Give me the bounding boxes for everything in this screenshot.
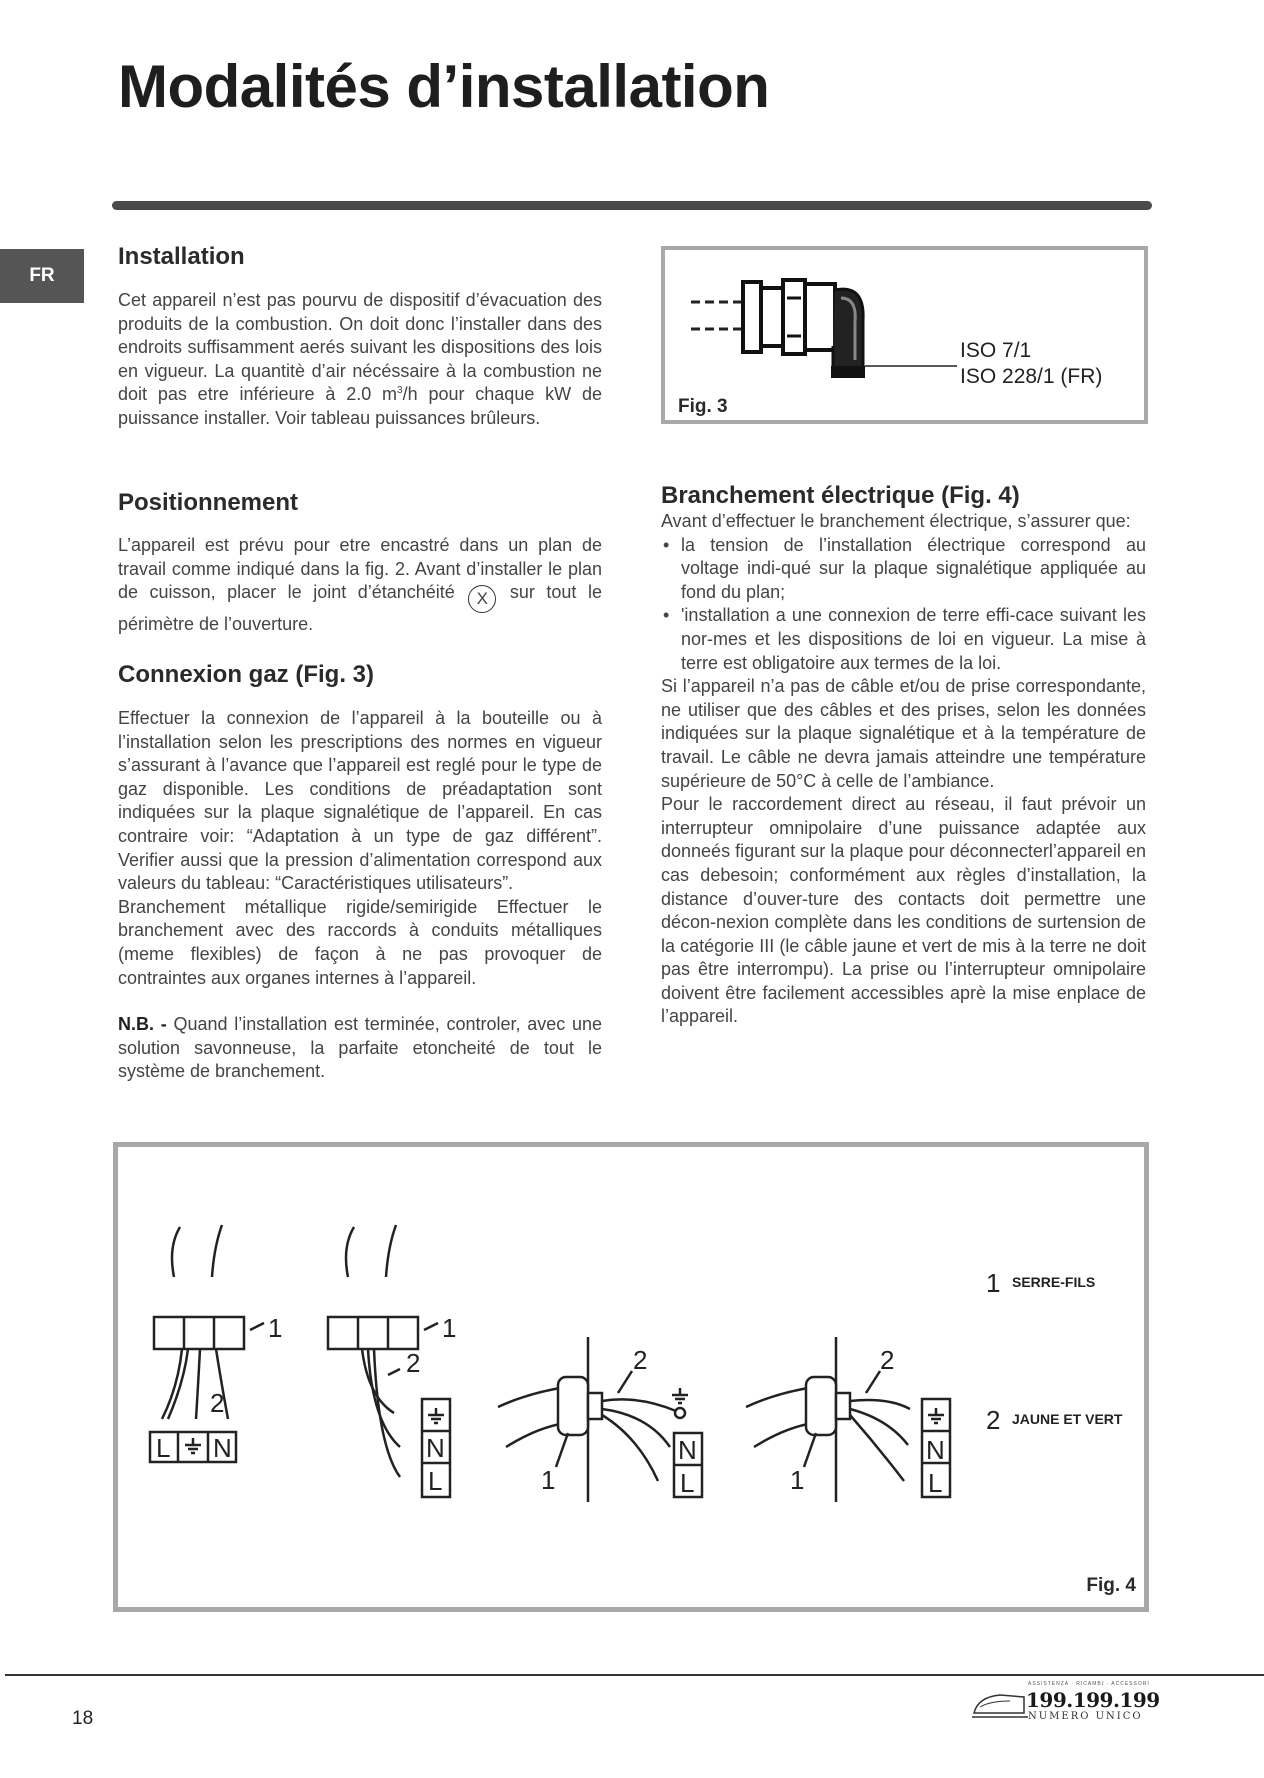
seal-symbol-icon: X	[468, 585, 496, 613]
installation-heading: Installation	[118, 243, 245, 270]
superscript-3: 3	[397, 385, 403, 397]
positionnement-heading: Positionnement	[118, 489, 299, 516]
terminal-l: L	[156, 1433, 171, 1463]
fig3-label: Fig. 3	[678, 396, 728, 417]
callout-2: 2	[210, 1388, 225, 1418]
service-number: 199.199.199	[1026, 1688, 1160, 1712]
terminal-l: L	[928, 1468, 943, 1498]
wiring-diagram	[118, 1147, 1144, 1607]
list-item: • la tension de l’installation électrique correspond au voltage indi-qué sur la plaque signalétique appliquée au fond du plan;	[661, 534, 1146, 605]
callout-1: 1	[541, 1465, 556, 1495]
legend-text-1: SERRE-FILS	[1012, 1274, 1096, 1290]
connexion-gaz-paragraph-1: Effectuer la connexion de l’appareil à la bouteille ou à l’installation selon les prescriptions des normes en vigueur s’assurant à l’avance que l’appareil est reglé pour le type de gaz disponible. Les conditions de préadaptation sont indiquées sur la plaque signalétique de l’appareil. En cas contraire voir: “Adaptation à un type de gaz différent”. Verifier aussi que la pression d’alimentation correspond aux valeurs du tableau: “Caractéristiques utilisateurs”.	[118, 708, 602, 894]
callout-1: 1	[268, 1313, 283, 1343]
legend	[986, 1268, 1123, 1435]
terminal-n: N	[213, 1433, 232, 1463]
terminal-n: N	[678, 1435, 697, 1465]
callout-1: 1	[442, 1313, 457, 1343]
connexion-gaz-heading: Connexion gaz (Fig. 3)	[118, 661, 374, 688]
list-item: • 'installation a une connexion de terre effi-cace suivant les nor-mes et les dispositions de loi en vigueur. La mise à terre est obligatoire aux termes de la loi.	[661, 604, 1146, 675]
terminal-l: L	[428, 1466, 443, 1496]
service-tagline: ASSISTENZA · RICAMBI · ACCESSORI	[1028, 1681, 1150, 1687]
figure-4	[113, 1142, 1149, 1612]
diagram-1	[150, 1225, 264, 1462]
callout-2: 2	[633, 1345, 648, 1375]
diagram-4	[746, 1337, 950, 1502]
service-logo	[970, 1681, 1160, 1727]
iron-icon	[970, 1685, 1030, 1725]
legend-number-2: 2	[986, 1405, 1001, 1435]
iso-7-1: ISO 7/1	[960, 339, 1032, 362]
terminal-n: N	[426, 1433, 445, 1463]
branchement-body	[661, 510, 1146, 1029]
branchement-intro: Avant d’effectuer le branchement électrique, s’assurer que:	[661, 511, 1131, 531]
connexion-gaz-paragraph-2: Branchement métallique rigide/semirigide Effectuer le branchement avec des raccords à conduits métalliques (meme flexibles) de façon à ne pas provoquer de contraintes aux organes internes à l’appareil.	[118, 896, 602, 988]
fig4-label: Fig. 4	[1086, 1575, 1136, 1596]
figure-3	[661, 246, 1148, 424]
legend-text-2: JAUNE ET VERT	[1012, 1411, 1123, 1427]
branchement-heading: Branchement électrique (Fig. 4)	[661, 482, 1020, 509]
installation-text: Cet appareil n’est pas pourvu de dispositif d’évacuation des produits de la combustion. On doit donc l’installer dans des endroits suffisamment aerés suivant les dispositions des lois en vigueur. La quantitè d’air nécéssaire à la combustion ne doit pas etre inférieure à 2.0 $m^3/h$ pour chaque kW de puissance installer. Voir tableau puissances brûleurs.	[118, 290, 602, 428]
title-rule	[112, 201, 1152, 210]
iso-standards	[960, 338, 1102, 390]
positionnement-text: L’appareil est prévu pour etre encastré dans un plan de travail comme indiqué dans la fig. 2. Avant d’installer le plan de cuisson, placer le joint d’étanchéité X sur tout le périmètre de l’ouverture.	[118, 535, 602, 635]
service-caption: NUMERO UNICO	[1028, 1711, 1143, 1722]
footer-rule	[5, 1674, 1264, 1676]
branchement-paragraph-3: Pour le raccordement direct au réseau, il faut prévoir un interrupteur omnipolaire d’une puissance adaptée aux donneés figurant sur la plaque pour déconnecterl’appareil en cas debesoin; conformément aux règles d’installation, la distance d’ouver-ture des contacts doit permettre une décon-nexion complète dans les conditions de surtension de la catégorie III (le câble jaune et vert de mis à la terre ne doit pas être interrompu). La prise ou l’interrupteur omnipolaire doivent être facilement accessibles aprè la mise enplace de l’appareil.	[661, 794, 1146, 1027]
iso-228-1: ISO 228/1 (FR)	[960, 365, 1103, 388]
terminal-l: L	[680, 1468, 695, 1498]
language-tab: FR	[0, 249, 84, 303]
diagram-3	[498, 1337, 702, 1502]
callout-2: 2	[406, 1348, 421, 1378]
nb-note: N.B. - Quand l’installation est terminée, controler, avec une solution savonneuse, la parfaite etoncheité de tout le système de branchement.	[118, 1014, 602, 1082]
callout-1: 1	[790, 1465, 805, 1495]
page-title: Modalités d’installation	[118, 53, 770, 120]
callout-2: 2	[880, 1345, 895, 1375]
page-number: 18	[72, 1708, 94, 1729]
connexion-gaz-body	[118, 707, 602, 1084]
branchement-paragraph-2: Si l’appareil n’a pas de câble et/ou de prise correspondante, ne utiliser que des câbles et des prises, selon les données indiquées sur la plaque signalétique et à la température de travail. Le câble ne devra jamais atteindre une température supérieure de 50°C à celle de l’ambiance.	[661, 676, 1146, 791]
branchement-bullets	[661, 534, 1146, 676]
gas-connector-illustration	[665, 250, 1144, 420]
legend-number-1: 1	[986, 1268, 1001, 1298]
terminal-n: N	[926, 1435, 945, 1465]
